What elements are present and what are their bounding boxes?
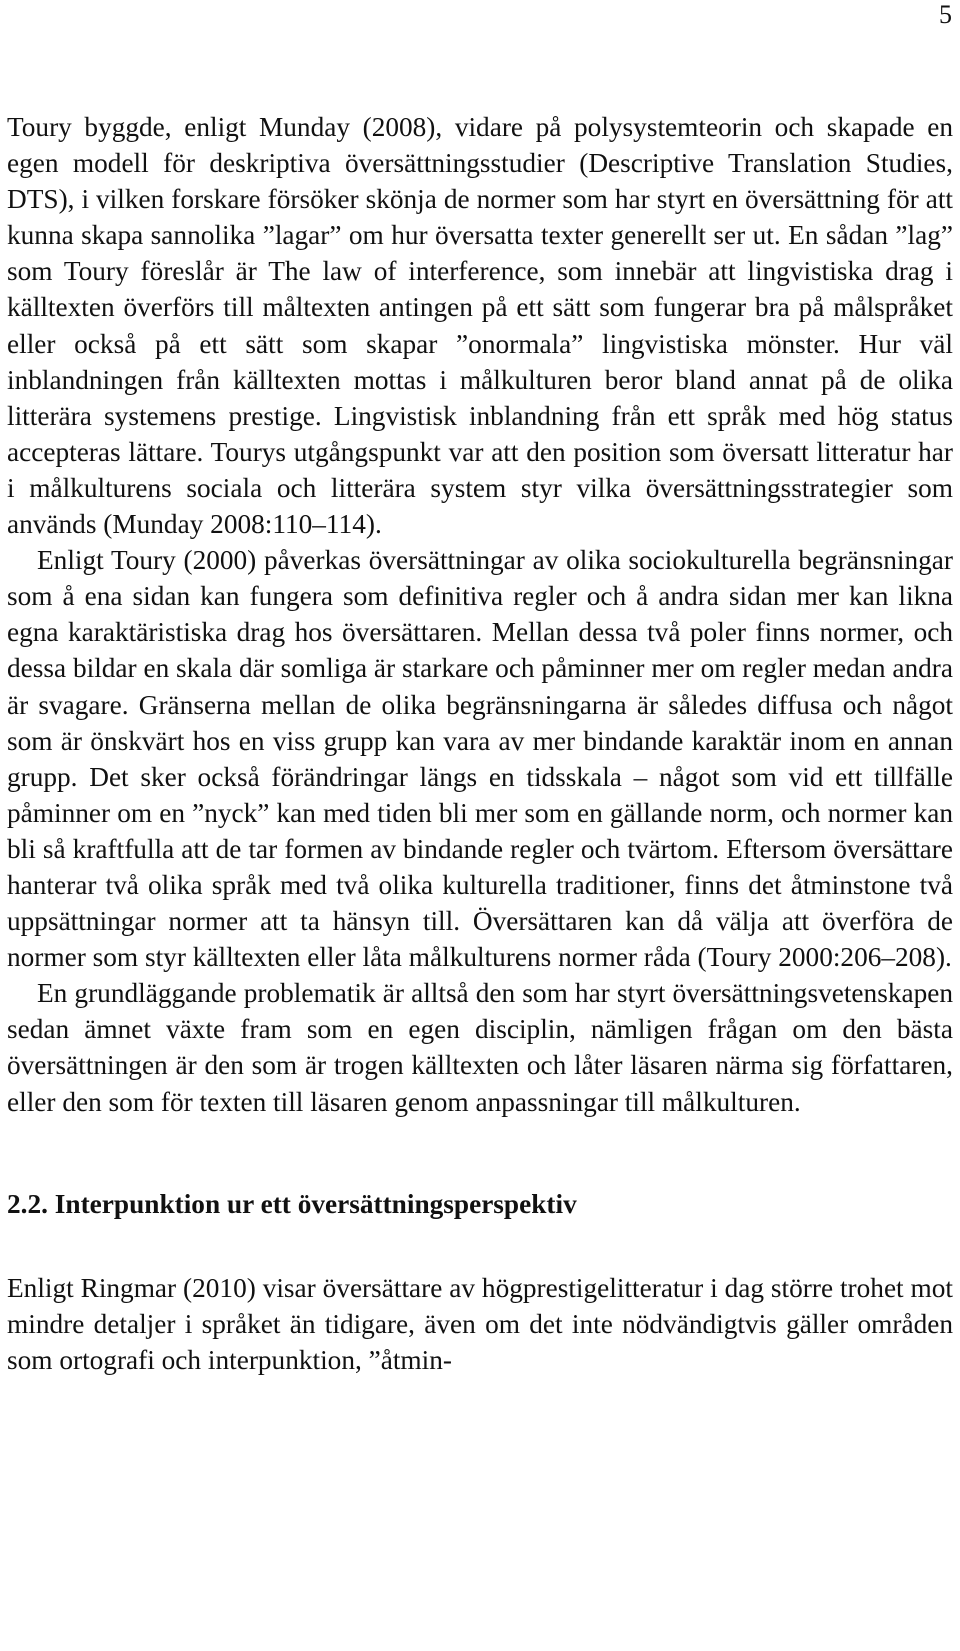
paragraph-toury-norms: Enligt Toury (2000) påverkas översättningar av olika sociokulturella begränsningar som å ena sidan kan fungera som definitiva regler och å andra sidan mer kan likna egna karaktäristiska drag hos översättaren. Mellan dessa två poler finns normer, och dessa bildar en skala där somliga är starkare och påminner mer om regler medan andra är svagare. Gränserna mellan de olika begränsningarna är således diffusa och något som är önskvärt hos en viss grupp kan vara av mer bindande karaktär inom en annan grupp. Det sker också förändringar längs en tidsskala – något som vid ett tillfälle påminner om en ”nyck” kan med tiden bli mer som en gällande norm, och normer kan bli så kraftfulla att de tar formen av bindande regler och tvärtom. Eftersom översättare hanterar två olika språk med två olika kulturella traditioner, finns det åtminstone två uppsättningar normer att ta hänsyn till. Översättaren kan då välja att överföra de normer som styr källtexten eller låta målkulturens normer råda (Toury 2000:206–208). bbox=[7, 545, 953, 973]
section-heading: 2.2. Interpunktion ur ett översättningsperspektiv bbox=[7, 1188, 577, 1219]
paragraph-toury-dts: Toury byggde, enligt Munday (2008), vidare på polysystemteorin och skapade en egen modell för deskriptiva översättningsstudier (Descriptive Translation Studies, DTS), i vilken forskare försöker skönja de normer som har styrt en översättning för att kunna skapa sannolika ”lagar” om hur översatta texter generellt ser ut. En sådan ”lag” som Toury föreslår är The law of interference, som innebär att lingvistiska drag i källtexten överförs till måltexten antingen på ett sätt som fungerar bra på målspråket eller också på ett sätt som skapar ”onormala” lingvistiska mönster. Hur väl inblandningen från källtexten mottas i målkulturen beror bland annat på de olika litterära systemens prestige. Lingvistisk inblandning från ett språk med hög status accepteras lättare. Tourys utgångspunkt var att den position som översatt litteratur har i målkulturens sociala och litterära system styr vilka översättningsstrategier som används (Munday 2008:110–114). bbox=[7, 112, 953, 540]
paragraph-ringmar: Enligt Ringmar (2010) visar översättare av högprestigelitteratur i dag större trohet mot mindre detaljer i språket än tidigare, även om det inte nödvändigtvis gäller områden som ortografi och interpunktion, ”åtmin- bbox=[7, 1272, 953, 1375]
document-body bbox=[7, 109, 953, 1378]
paragraph-fundamental-problem: En grundläggande problematik är alltså den som har styrt översättningsvetenskapen sedan ämnet växte fram som en egen disciplin, nämligen frågan om den bästa översättningen är den som är trogen källtexten och låter läsaren närma sig författaren, eller den som för texten till läsaren genom anpassningar till målkulturen. bbox=[7, 978, 953, 1117]
page-number: 5 bbox=[939, 0, 952, 29]
